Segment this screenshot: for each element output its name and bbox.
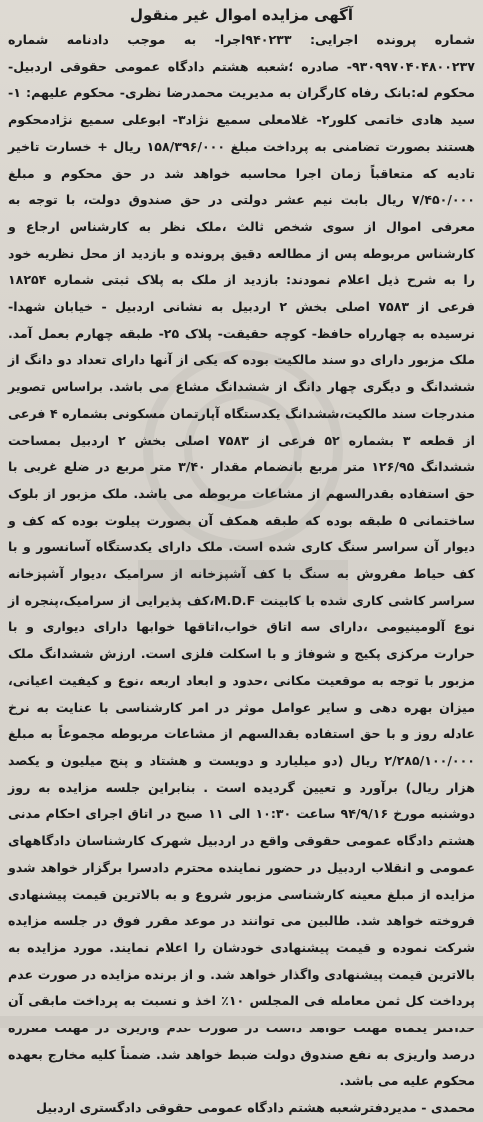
notice-body: شماره پرونده اجرایی: ۹۴۰۲۳۳اجرا- به موجب دادنامه شماره ۹۳۰۹۹۷۰۴۰۴۸۰۰۲۳۷- صادره ؛شعبه هشتم دادگاه عمومی حقوقی اردبیل- محکوم له:بانک رفاه کارگران به مدیریت محمدرضا نظری- محکوم علیهم: ۱- سید هادی خاتمی کلور۲- غلامعلی سمیع نژاد۳- ابوعلی سمیع نژادمحکوم هستند بصورت تضامنی به پرداخت مبلغ ۱۵۸/۳۹۶/۰۰۰ ریال + خسارت تاخیر تادیه که متعاقباً زمان اجرا محاسبه خواهد شد در حق محکوم و مبلغ ۷/۴۵۰/۰۰۰ ریال بابت نیم عشر دولتی در حق صندوق دولت، با توجه به معرفی اموال از سوی شخص ثالث ،ملک نظر به کارشناس ارجاع و کارشناس مربوطه پس از مطالعه دقیق پرونده و بازدید از محل نظریه خود را به شرح ذیل اعلام نمودند: بازدید از ملک به پلاک ثبتی شماره ۱۸۲۵۴ فرعی از ۷۵۸۳ اصلی بخش ۲ اردبیل به نشانی اردبیل - خیابان شهدا- نرسیده به چهارراه حافظ- کوچه حقیقت- پلاک ۲۵- طبقه چهارم بعمل آمد. ملک مزبور دارای دو سند مالکیت بوده که یکی از آنها دارای تعداد دو دانگ از ششدانگ و دیگری چهار دانگ از ششدانگ مشاع می باشد. براساس تصویر مندرجات سند مالکیت،ششدانگ یکدستگاه آپارتمان مسکونی بشماره ۴ فرعی از قطعه ۳ بشماره ۵۲ فرعی از ۷۵۸۳ اصلی بخش ۲ اردبیل بمساحت ششدانگ ۱۲۶/۹۵ متر مربع بانضمام مقدار ۳/۴۰ متر مربع در ضلع غربی با حق استفاده بقدرالسهم از مشاعات مربوطه می باشد. ملک مزبور از بلوک ساختمانی ۵ طبقه بوده که طبقه همکف آن بصورت پیلوت بوده که کف و دیوار آن سراسر سنگ کاری شده است. ملک دارای یکدستگاه آسانسور و با کف حیاط مفروش به سنگ با کف آشپزخانه از سرامیک ،دیوار آشپزخانه سراسر کاشی کاری شده با کابینت M.D.F،کف پذیرایی از سرامیک،پنجره از نوع آلومینیومی ،دارای سه اتاق خواب،اتاقها خوابها دارای دیواری و با حرارت مرکزی پکیج و شوفاژ و با اسکلت فلزی است. ارزش ششدانگ ملک مزبور با توجه به موقعیت مکانی ،حدود و ابعاد اربعه ،نوع و کیفیت اعیانی، میزان بهره دهی و سایر عوامل موثر در امر کارشناسی با عنایت به نرخ عادله روز و با حق استفاده بقدالسهم از مشاعات مربوطه مجموعاً به مبلغ ۲/۲۸۵/۱۰۰/۰۰۰ ریال (دو میلیارد و دویست و هشتاد و پنج میلیون و یکصد هزار ریال) برآورد و تعیین گردیده است . بنابراین جلسه مزایده به روز دوشنبه مورخ ۹۴/۹/۱۶ ساعت ۱۰:۳۰ الی ۱۱ صبح در اتاق اجرای احکام مدنی هشتم دادگاه عمومی حقوقی واقع در اردبیل شهرک کارشناسان دادگاههای عمومی و انقلاب اردبیل در حضور نماینده محترم دادسرا برگزار خواهد شدو مزایده از مبلغ معینه کارشناسی مزبور شروع و به بالاترین قیمت پیشنهادی فروخته خواهد شد. طالبین می توانند در موعد مقرر فوق در جلسه مزایده شرکت نموده و قیمت پیشنهادی خودشان را اعلام نمایند. مورد مزایده به بالاترین قیمت پیشنهادی واگذار خواهد شد. و از برنده مزایده در صورت عدم پرداخت کل ثمن معامله فی المجلس ۱۰٪ اخذ و نسبت به پرداخت مابقی آن درصد واریزی به نفع صندوق دولت ضبط خواهد شد. ضمناً کلیه مخارج بعهده محکوم علیه می باشد. bbox=[8, 32, 476, 1089]
page-edge bbox=[0, 1016, 483, 1028]
notice-signature: محمدی - مدیردفترشعبه هشتم دادگاه عمومی حقوقی دادگستری اردبیل bbox=[36, 1100, 475, 1116]
notice-title: آگهی مزایده اموال غیر منقول bbox=[129, 6, 354, 24]
